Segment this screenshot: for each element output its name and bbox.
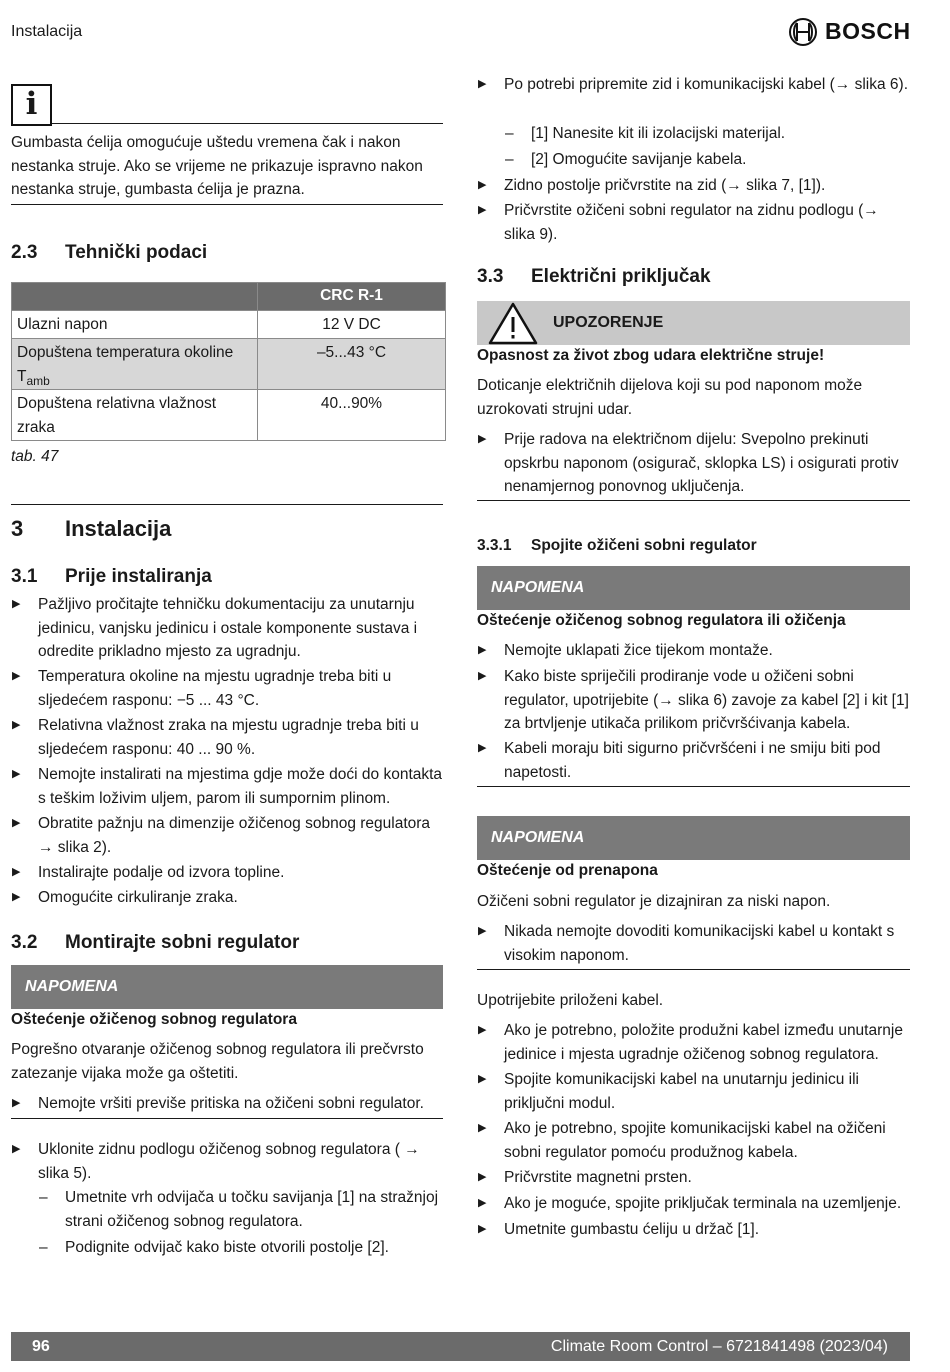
list-item: ▶ Nemojte uklapati žice tijekom montaže. xyxy=(477,639,910,663)
divider xyxy=(11,504,443,505)
section-heading-3-2: 3.2 Montirajte sobni regulator xyxy=(11,932,300,953)
notice-banner: NAPOMENA xyxy=(11,965,443,1009)
section-heading-2-3 xyxy=(11,241,443,265)
warning-triangle-icon xyxy=(487,301,539,345)
list-item: ▶ Nikada nemojte dovoditi komunikacijski kabel u kontakt s visokim naponom. xyxy=(477,920,910,967)
bosch-armature-icon xyxy=(788,17,818,47)
section-title: Tehnički podaci xyxy=(65,242,208,263)
list-item: ▶ Umetnite gumbastu ćeliju u držač [1]. xyxy=(477,1218,910,1242)
technical-data-table xyxy=(11,282,446,441)
row-label: Dopuštena relativna vlažnost zraka xyxy=(12,390,258,441)
section-number: 2.3 xyxy=(11,242,38,263)
row-value: 12 V DC xyxy=(258,311,446,339)
list-item: ▶ Zidno postolje pričvrstite na zid (→ slika 7, [1]). xyxy=(477,174,910,198)
list-item: ▶ Omogućite cirkuliranje zraka. xyxy=(11,886,443,910)
list-item: ▶ Po potrebi pripremite zid i komunikacijski kabel (→ slika 6). xyxy=(477,73,910,97)
list-item: ▶ Kako biste spriječili prodiranje vode u ožičeni sobni regulator, upotrijebite (→ slika 6) zavoje za kabel [2] i kit [1] za brtvljenje utikača prilikom pričvršćivanja kabela. xyxy=(477,665,910,736)
document-id: Climate Room Control – 6721841498 (2023/04) xyxy=(550,1337,888,1355)
bosch-logo xyxy=(788,17,911,47)
warning-title: Opasnost za život zbog udara električne struje! xyxy=(477,347,825,364)
divider xyxy=(477,969,910,970)
warning-banner: UPOZORENJE xyxy=(477,301,910,345)
table-row xyxy=(12,311,446,339)
running-header: Instalacija xyxy=(11,23,83,40)
notice-banner: NAPOMENA xyxy=(477,566,910,610)
column-header: CRC R-1 xyxy=(258,283,446,311)
notice-text: Ožičeni sobni regulator je dizajniran za niski napon. xyxy=(477,893,831,910)
divider xyxy=(11,1118,443,1119)
list-item: ▶ Ako je potrebno, spojite komunikacijski kabel na ožičeni sobni regulator pomoću produžnog kabela. xyxy=(477,1117,910,1164)
info-icon: i xyxy=(11,84,52,126)
list-item: ▶ Obratite pažnju na dimenzije ožičenog sobnog regulatora → slika 2). xyxy=(11,812,443,859)
divider xyxy=(52,123,443,124)
list-item: ▶ Instalirajte podalje od izvora topline. xyxy=(11,861,443,885)
list-item: ▶ Pričvrstite magnetni prsten. xyxy=(477,1166,910,1190)
notice-title: Oštećenje ožičenog sobnog regulatora ili ožičenja xyxy=(477,612,846,629)
page-footer xyxy=(11,1332,910,1361)
notice-text: Pogrešno otvaranje ožičenog sobnog regulatora ili prečvrsto zatezanje vijaka može ga oštetiti. xyxy=(11,1041,424,1082)
list-item: ▶ Spojite komunikacijski kabel na unutarnju jedinicu ili priključni modul. xyxy=(477,1068,910,1115)
table-row xyxy=(12,339,446,390)
sub-list-item: – [1] Nanesite kit ili izolacijski materijal. xyxy=(477,122,910,146)
list-item: ▶ Uklonite zidnu podlogu ožičenog sobnog regulatora ( → slika 5). xyxy=(11,1138,443,1185)
list-item: ▶ Nemojte instalirati na mjestima gdje može doći do kontakta s teškim loživim uljem, parom ili sumpornim plinom. xyxy=(11,763,443,810)
chapter-heading-3: 3 Instalacija xyxy=(11,516,172,541)
warning-text: Doticanje električnih dijelova koji su pod naponom može uzrokovati strujni udar. xyxy=(477,377,863,418)
brand-wordmark: BOSCH xyxy=(825,18,911,45)
sub-list-item: – Umetnite vrh odvijača u točku savijanja [1] na stražnjoj strani ožičenog sobnog regulatora. xyxy=(11,1186,443,1233)
list-item: ▶ Temperatura okoline na mjestu ugradnje treba biti u sljedećem rasponu: −5 ... 43 °C. xyxy=(11,665,443,712)
list-item: ▶ Kabeli moraju biti sigurno pričvršćeni i ne smiju biti pod napetosti. xyxy=(477,737,910,784)
row-value: 40...90% xyxy=(258,390,446,441)
page-number: 96 xyxy=(32,1337,50,1355)
divider xyxy=(11,204,443,205)
row-value: –5...43 °C xyxy=(258,339,446,390)
section-heading-3-1: 3.1 Prije instaliranja xyxy=(11,566,212,587)
list-item: ▶ Ako je moguće, spojite priključak terminala na uzemljenje. xyxy=(477,1192,910,1216)
notice-title: Oštećenje od prenapona xyxy=(477,862,658,879)
paragraph: Upotrijebite priloženi kabel. xyxy=(477,992,664,1009)
table-row xyxy=(12,390,446,441)
list-item: ▶ Nemojte vršiti previše pritiska na ožičeni sobni regulator. xyxy=(11,1092,443,1116)
divider xyxy=(477,500,910,501)
list-item: ▶ Prije radova na električnom dijelu: Svepolno prekinuti opskrbu naponom (osigurač, sklopka LS) i osigurati protiv nenamjernog ponovnog uključenja. xyxy=(477,428,910,499)
divider xyxy=(477,786,910,787)
section-heading-3-3: 3.3 Električni priključak xyxy=(477,266,711,287)
sub-list-item: – [2] Omogućite savijanje kabela. xyxy=(477,148,910,172)
list-item: ▶ Relativna vlažnost zraka na mjestu ugradnje treba biti u sljedećem rasponu: 40 ... 90 %. xyxy=(11,714,443,761)
notice-banner: NAPOMENA xyxy=(477,816,910,860)
list-item: ▶ Ako je potrebno, položite produžni kabel između unutarnje jedinice i mjesta ugradnje ožičenog sobnog regulatora. xyxy=(477,1019,910,1066)
table-caption: tab. 47 xyxy=(11,448,59,465)
table-header-row xyxy=(12,283,446,311)
sub-list-item: – Podignite odvijač kako biste otvorili postolje [2]. xyxy=(11,1236,443,1260)
list-item: ▶ Pričvrstite ožičeni sobni regulator na zidnu podlogu (→ slika 9). xyxy=(477,199,910,246)
info-note-text: Gumbasta ćelija omogućuje uštedu vremena čak i nakon nestanka struje. Ako se vrijeme ne prikazuje ispravno nakon nestanka struje, gumbasta ćelija je prazna. xyxy=(11,134,423,198)
list-item: ▶ Pažljivo pročitajte tehničku dokumentaciju za unutarnju jedinicu, vanjsku jedinicu i ostale komponente sustava i odredite prikladno mjesto za ugradnju. xyxy=(11,593,443,664)
row-label: Ulazni napon xyxy=(12,311,258,339)
row-label: Dopuštena temperatura okoline $T_{amb}$ xyxy=(12,339,258,390)
section-heading-3-3-1: 3.3.1 Spojite ožičeni sobni regulator xyxy=(477,537,757,554)
notice-title: Oštećenje ožičenog sobnog regulatora xyxy=(11,1011,297,1028)
